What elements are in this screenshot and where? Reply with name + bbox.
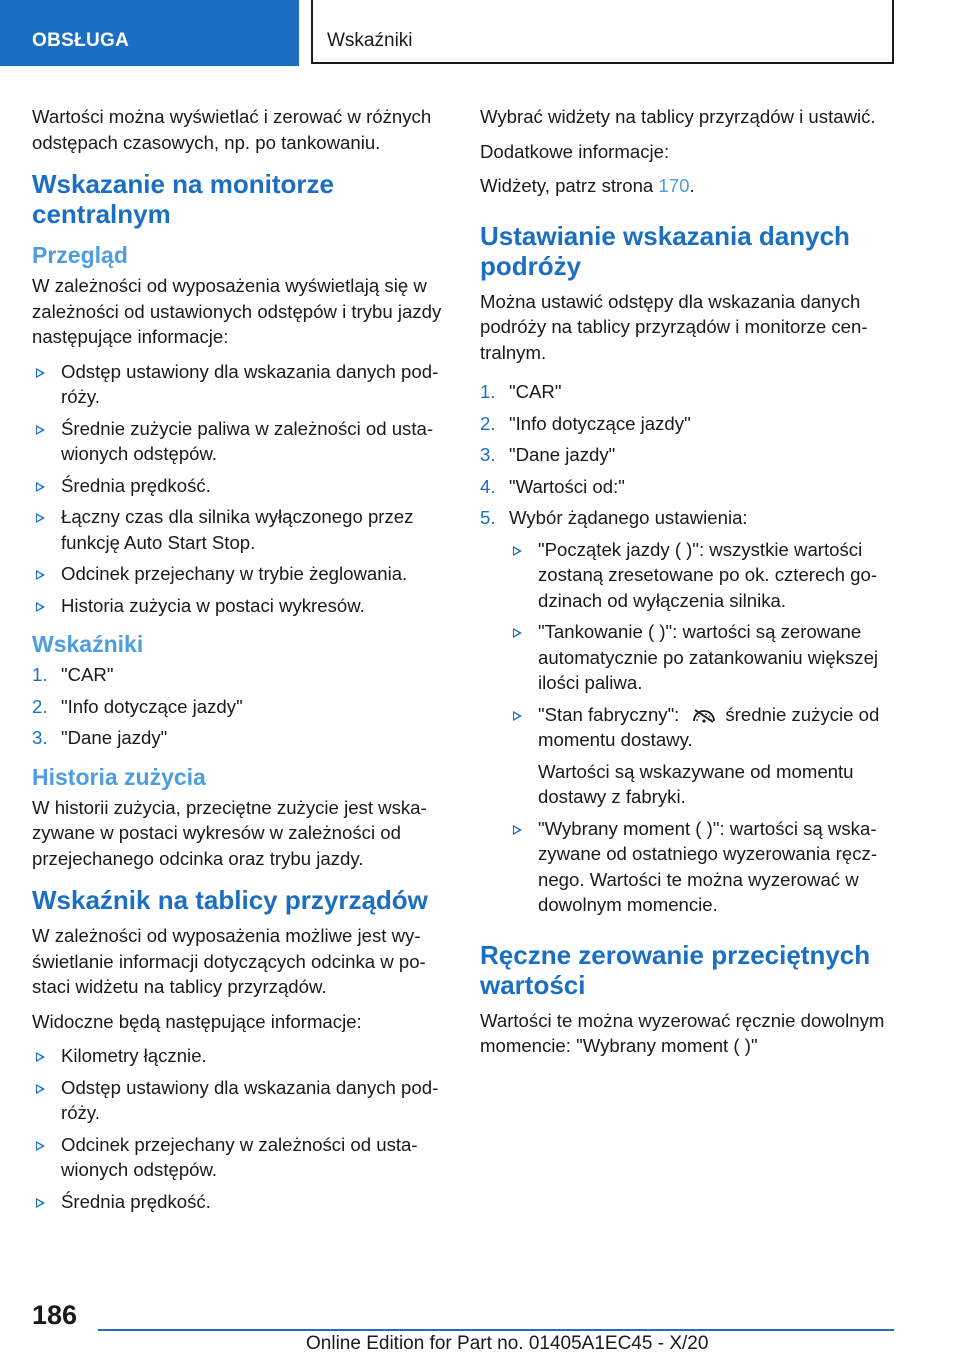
triangle-bullet-icon — [36, 602, 45, 612]
widgets-reference: Widżety, patrz strona 170. — [480, 175, 695, 196]
page-link[interactable]: 170 — [658, 175, 690, 196]
list-item: Łączny czas dla silnika wyłączonego przez funkcję Auto Start Stop. — [32, 504, 446, 555]
option-chosen-moment: "Wybrany moment ( )": wartości są wskazywane od ostatniego wyzerowania ręcznego. Wartości te można wyzerować w dowolnym momencie. — [509, 816, 894, 918]
triangle-bullet-icon — [513, 628, 522, 638]
footer-divider — [98, 1329, 894, 1331]
list-item: Odstęp ustawiony dla wskazania danych podróży. — [32, 359, 446, 410]
triangle-bullet-icon — [36, 513, 45, 523]
indicator-steps — [32, 662, 446, 751]
heading-instrument-cluster: Wskaźnik na tablicy przyrządów — [32, 885, 428, 915]
visible-info-paragraph: Widoczne będą następujące informacje: — [32, 1010, 362, 1032]
triangle-bullet-icon — [36, 1052, 45, 1062]
factory-note: Wartości są wskazywane od momentu dostawy z fabryki. — [538, 760, 854, 807]
visible-info-list — [32, 1043, 446, 1214]
option-refuel: "Tankowanie ( )": wartości są zerowane automatycznie po zatankowaniu większej ilości paliwa. — [509, 619, 894, 696]
list-item: Średnia prędkość. — [32, 473, 446, 499]
topic-label: Wskaźniki — [327, 30, 413, 51]
triangle-bullet-icon — [513, 711, 522, 721]
heading-central-display: Wskazanie na monitorze centralnym — [32, 169, 334, 229]
triangle-bullet-icon — [36, 570, 45, 580]
triangle-bullet-icon — [36, 425, 45, 435]
heading-trip-data-setting: Ustawianie wskazania danych podróży — [480, 220, 850, 281]
list-item: Historia zużycia w postaci wykresów. — [32, 593, 446, 619]
footer-edition: Online Edition for Part no. 01405A1EC45 - X/20 — [306, 1333, 709, 1354]
overview-list — [32, 359, 446, 619]
setting-options — [509, 537, 894, 918]
step-item: 3. "Dane jazdy" — [32, 727, 168, 748]
factory-gauge-icon — [691, 706, 717, 724]
step-item: 1. "CAR" — [480, 381, 562, 402]
triangle-bullet-icon — [513, 825, 522, 835]
heading-indicators: Wskaźniki — [32, 631, 144, 657]
manual-reset-paragraph: Wartości te można wyzerować ręcznie dowolnym momencie: "Wybrany moment ( )" — [480, 1009, 885, 1056]
setting-paragraph: Można ustawić odstępy dla wskazania danych podróży na tablicy przyrządów i monitorze centralnym. — [480, 290, 868, 363]
triangle-bullet-icon — [513, 546, 522, 556]
section-tab — [0, 0, 299, 66]
setting-steps — [480, 379, 894, 918]
triangle-bullet-icon — [36, 1084, 45, 1094]
step-item: 4. "Wartości od:" — [480, 475, 625, 497]
instrument-paragraph: W zależności od wyposażenia możliwe jest wyświetlanie informacji dotyczących odcinka w postaci widżetu na tablicy przyrządów. — [32, 925, 426, 997]
list-item: Odstęp ustawiony dla wskazania danych podróży. — [32, 1075, 446, 1126]
triangle-bullet-icon — [36, 1198, 45, 1208]
list-item: Odcinek przejechany w zależności od ustawionych odstępów. — [32, 1132, 446, 1183]
intro-paragraph: Wartości można wyświetlać i zerować w różnych odstępach czasowych, np. po tankowaniu. — [32, 106, 432, 153]
step-item: 2. "Info dotyczące jazdy" — [32, 695, 243, 717]
list-item: Kilometry łącznie. — [32, 1043, 446, 1069]
triangle-bullet-icon — [36, 482, 45, 492]
more-info-label: Dodatkowe informacje: — [480, 140, 670, 162]
list-item: Średnie zużycie paliwa w zależności od ustawionych odstępów. — [32, 416, 446, 467]
widgets-paragraph: Wybrać widżety na tablicy przyrządów i ustawić. — [480, 106, 876, 127]
history-paragraph: W historii zużycia, przeciętne zużycie jest wskazywane w postaci wykresów w zależności od przejechanego odcinka oraz trybu jazdy. — [32, 796, 427, 869]
step-item: 5. Wybór żądanego ustawienia: "Początek jazdy ( )": wszystkie wartości zostaną zresetowane po ok. czterech godzinach od wyłączenia silnika. "Tankowanie ( )": wartości są zerowane automatycznie po zatankowaniu większej ilości paliwa. "Stan fabryczny": średnie zużycie od momentu dostawy. Wartości są wskazywane od momentu dostawy z fabryki. "Wybrany moment ( )": wartości są wskazywane od ostatniego wyzerowania ręcznego. Wartości te można wyzerować w dowolnym momencie. — [480, 505, 894, 918]
list-item: Średnia prędkość. — [32, 1189, 446, 1215]
page-number: 186 — [32, 1300, 78, 1330]
triangle-bullet-icon — [36, 368, 45, 378]
heading-manual-reset: Ręczne zerowanie przeciętnych wartości — [480, 939, 871, 1000]
option-trip-start: "Początek jazdy ( )": wszystkie wartości zostaną zresetowane po ok. czterech godzinach od wyłączenia silnika. — [509, 537, 894, 614]
step-item: 1. "CAR" — [32, 664, 114, 685]
section-label: OBSŁUGA — [32, 30, 130, 51]
list-item: Odcinek przejechany w trybie żeglowania. — [32, 561, 446, 587]
topic-tab — [311, 0, 894, 64]
triangle-bullet-icon — [36, 1141, 45, 1151]
overview-paragraph: W zależności od wyposażenia wyświetlają się w zależności od ustawionych odstępów i trybu jazdy następujące informacje: — [32, 275, 442, 347]
right-column — [480, 104, 894, 1068]
left-column — [32, 104, 446, 1223]
step-item: 3. "Dane jazdy" — [480, 444, 616, 465]
option-factory: "Stan fabryczny": średnie zużycie od momentu dostawy. Wartości są wskazywane od momentu dostawy z fabryki. — [509, 702, 894, 810]
heading-overview: Przegląd — [32, 242, 128, 268]
step-item: 2. "Info dotyczące jazdy" — [480, 412, 691, 434]
heading-consumption-history: Historia zużycia — [32, 763, 206, 790]
